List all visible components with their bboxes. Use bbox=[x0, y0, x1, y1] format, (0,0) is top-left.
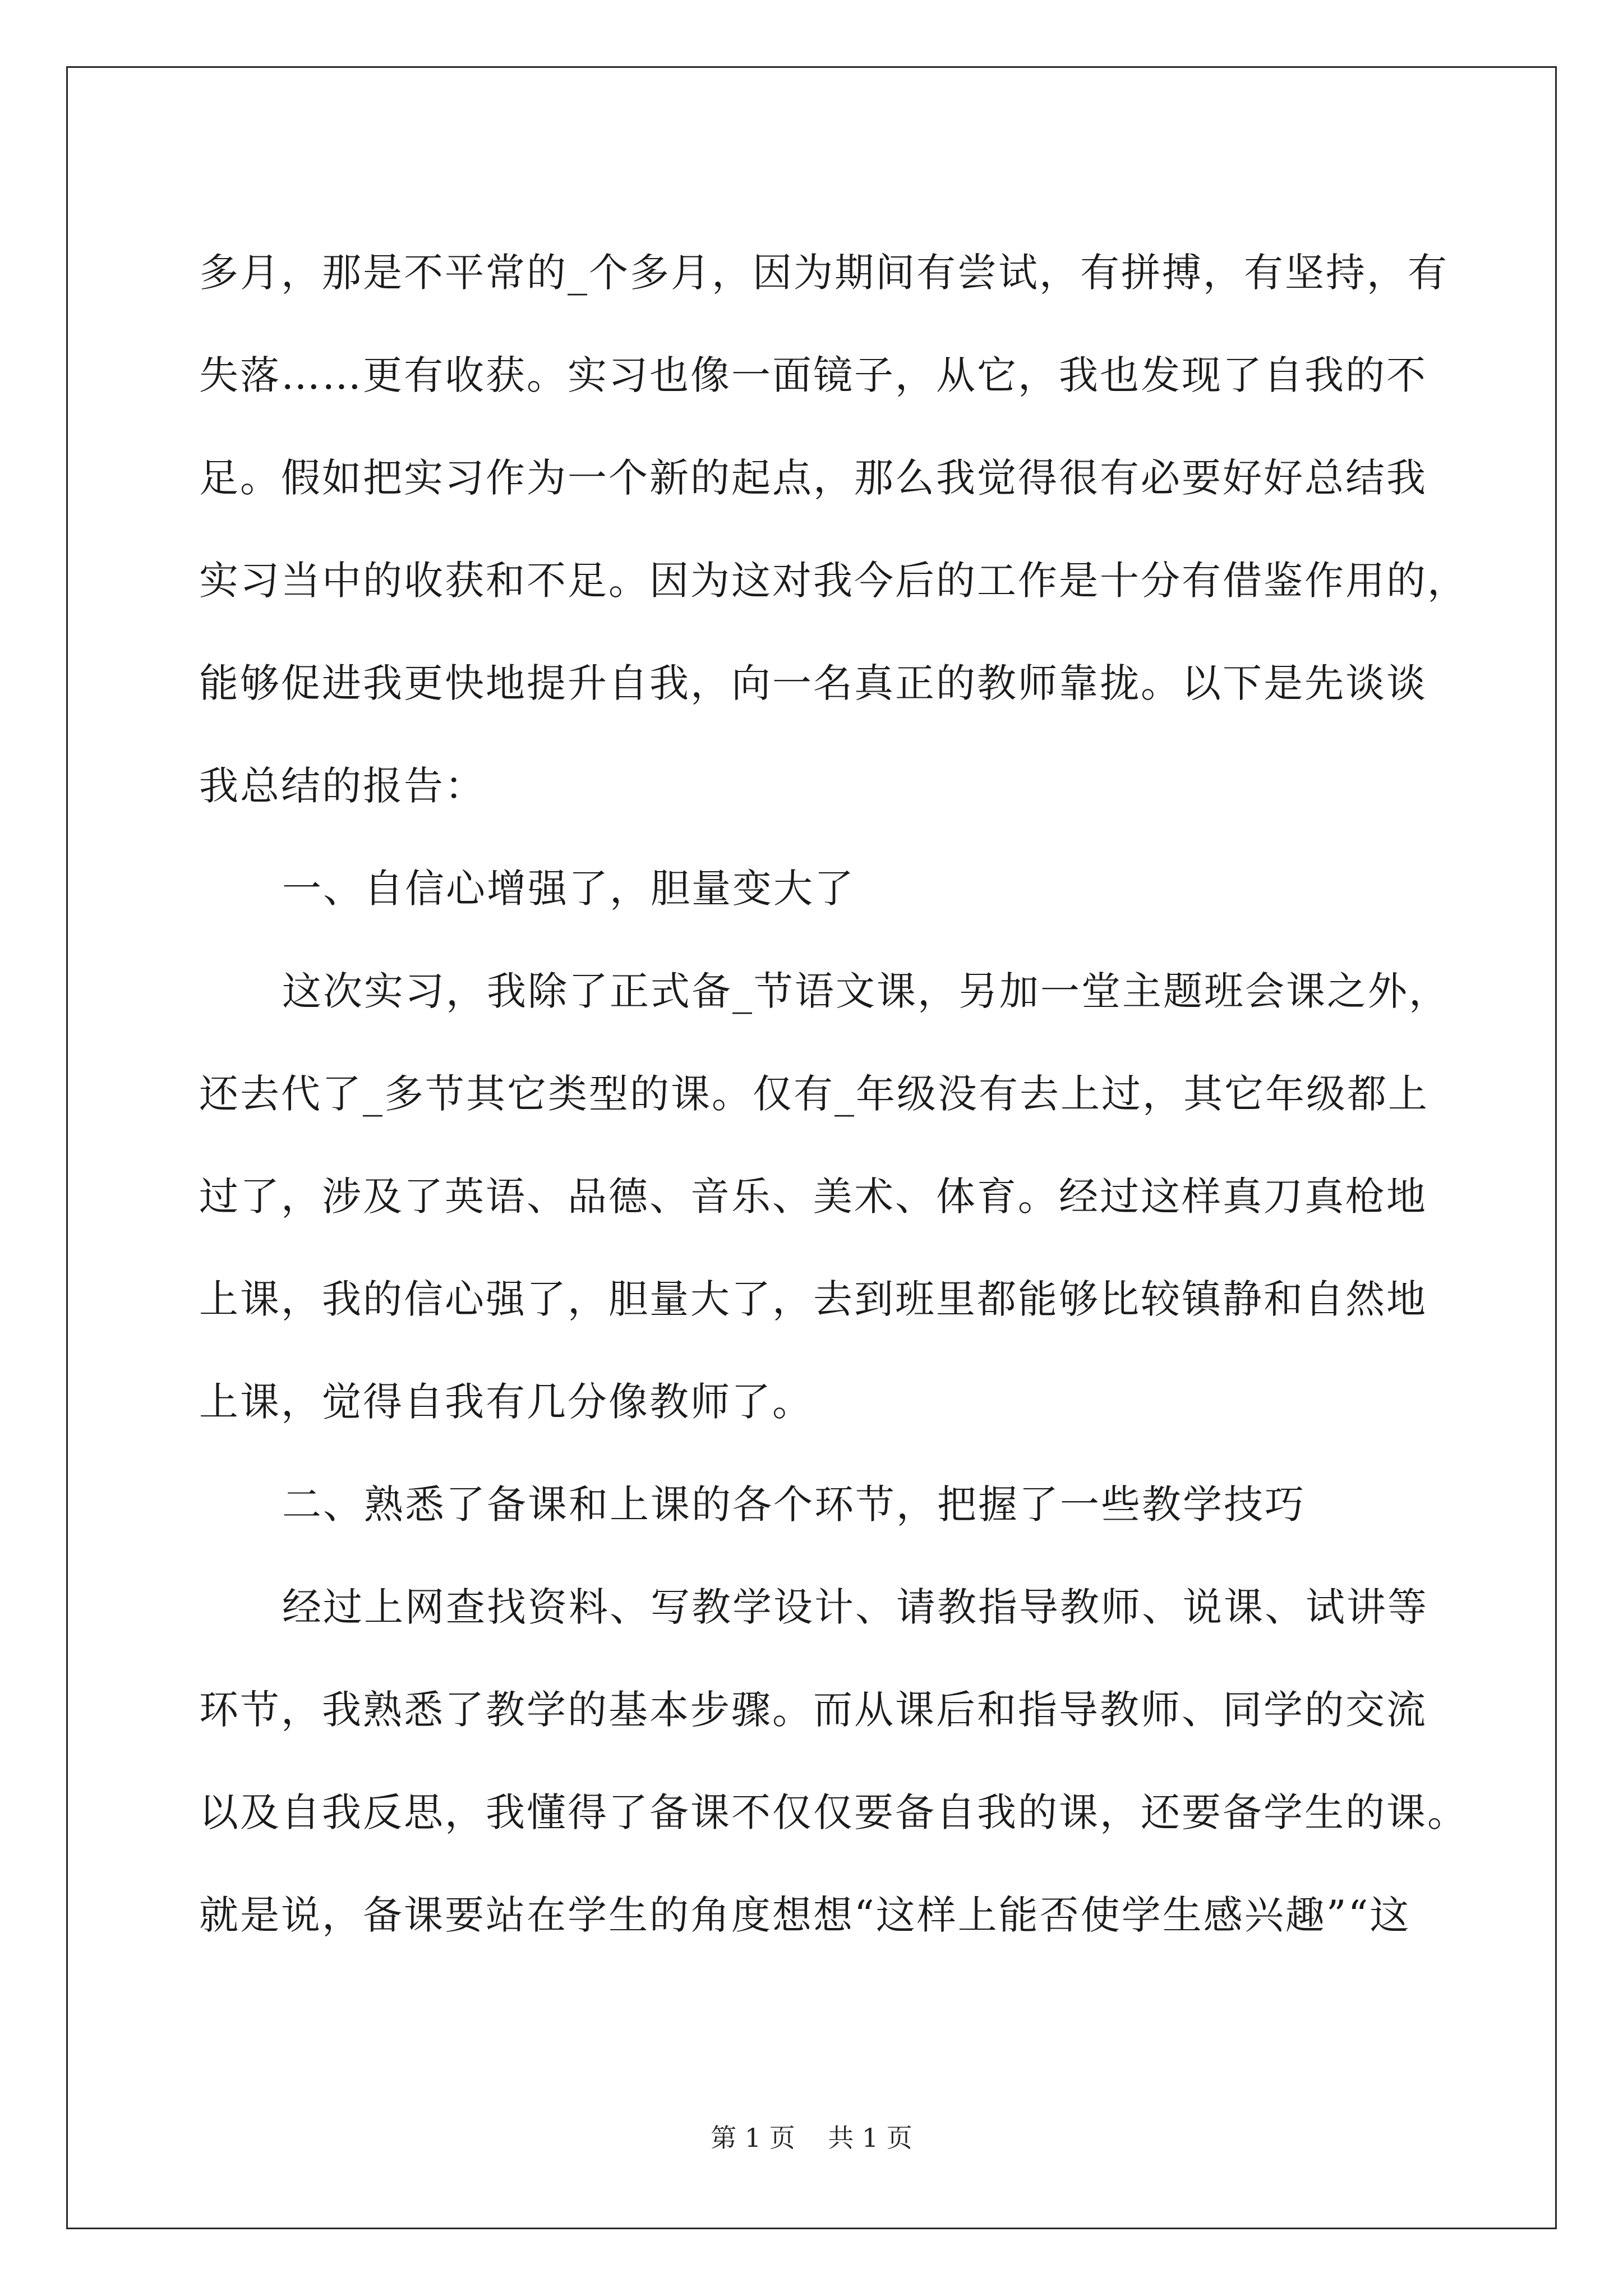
text-line: 二、熟悉了备课和上课的各个环节，把握了一些教学技巧 bbox=[282, 1481, 1306, 1527]
text-line: 过了，涉及了英语、品德、音乐、美术、体育。经过这样真刀真枪地 bbox=[199, 1174, 1427, 1220]
text-line: 环节，我熟悉了教学的基本步骤。而从课后和指导教师、同学的交流 bbox=[199, 1687, 1427, 1733]
text-line: 经过上网查找资料、写教学设计、请教指导教师、说课、试讲等 bbox=[282, 1584, 1428, 1630]
text-line: 以及自我反思，我懂得了备课不仅仅要备自我的课，还要备学生的课。 bbox=[199, 1789, 1468, 1835]
text-line: 足。假如把实习作为一个新的起点，那么我觉得很有必要好好总结我 bbox=[199, 455, 1427, 501]
text-line: 我总结的报告： bbox=[199, 763, 486, 809]
text-line: 这次实习，我除了正式备_节语文课，另加一堂主题班会课之外， bbox=[282, 968, 1450, 1014]
text-line: 多月，那是不平常的_个多月，因为期间有尝试，有拼搏，有坚持，有 bbox=[199, 250, 1449, 296]
document-body bbox=[199, 222, 1468, 1967]
page-footer: 第 1 页 共 1 页 bbox=[711, 2123, 912, 2153]
text-line: 就是说，备课要站在学生的角度想想“这样上能否使学生感兴趣”“这 bbox=[199, 1892, 1411, 1938]
text-line: 一、自信心增强了，胆量变大了 bbox=[282, 866, 855, 912]
text-line: 还去代了_多节其它类型的课。仅有_年级没有去上过，其它年级都上 bbox=[199, 1071, 1429, 1117]
text-line: 上课，觉得自我有几分像教师了。 bbox=[199, 1379, 813, 1425]
text-line: 实习当中的收获和不足。因为这对我今后的工作是十分有借鉴作用的， bbox=[199, 558, 1468, 604]
text-line: 失落……更有收获。实习也像一面镜子，从它，我也发现了自我的不 bbox=[199, 352, 1427, 398]
text-line: 上课，我的信心强了，胆量大了，去到班里都能够比较镇静和自然地 bbox=[199, 1276, 1427, 1322]
text-line: 能够促进我更快地提升自我，向一名真正的教师靠拢。以下是先谈谈 bbox=[199, 660, 1427, 706]
